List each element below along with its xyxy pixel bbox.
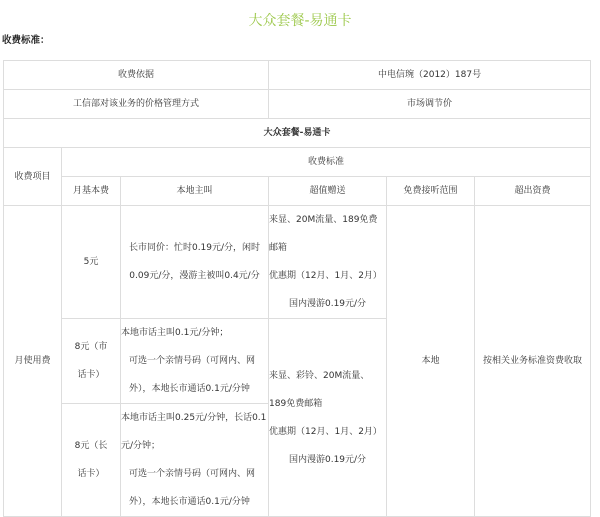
row-local: 长市同价：忙时0.19元/分，闲时 0.09元/分，漫游主被叫0.4元/分 bbox=[121, 206, 269, 319]
col-item: 收费项目 bbox=[4, 148, 62, 206]
free-range: 本地 bbox=[387, 206, 475, 517]
plan-header: 大众套餐-易通卡 bbox=[4, 119, 591, 148]
col-overage: 超出资费 bbox=[475, 177, 591, 206]
col-bonus: 超值赠送 bbox=[269, 177, 387, 206]
col-free-range: 免费接听范围 bbox=[387, 177, 475, 206]
col-local-call: 本地主叫 bbox=[121, 177, 269, 206]
bonus-2: 来显、彩铃、20M流量、189免费邮箱 优惠期（12月、1月、2月） 国内漫游0.19元/分 bbox=[269, 319, 387, 517]
row-fee: 5元 bbox=[62, 206, 121, 319]
bonus-1: 来显、20M流量、189免费邮箱 优惠期（12月、1月、2月） 国内漫游0.19元/分 bbox=[269, 206, 387, 319]
row-fee: 8元（市话卡） bbox=[62, 319, 121, 404]
basis-label: 收费依据 bbox=[4, 61, 269, 90]
mgmt-label: 工信部对该业务的价格管理方式 bbox=[4, 90, 269, 119]
basis-value: 中电信琬（2012）187号 bbox=[269, 61, 591, 90]
row-fee: 8元（长话卡） bbox=[62, 404, 121, 517]
overage: 按相关业务标准资费收取 bbox=[475, 206, 591, 517]
page-title: 大众套餐-易通卡 bbox=[248, 13, 352, 29]
col-standard: 收费标准 bbox=[62, 148, 591, 177]
mgmt-value: 市场调节价 bbox=[269, 90, 591, 119]
section-label: 收费标准： bbox=[2, 35, 50, 46]
col-monthly-fee: 月基本费 bbox=[62, 177, 121, 206]
item-name: 月使用费 bbox=[4, 206, 62, 517]
row-local: 本地市话主叫0.1元/分钟； 可选一个亲情号码（可网内、网外），本地长市通话0.1元/分钟 bbox=[121, 319, 269, 404]
fee-table bbox=[3, 60, 591, 517]
row-local: 本地市话主叫0.25元/分钟，长话0.1元/分钟； 可选一个亲情号码（可网内、网外），本地长市通话0.1元/分钟 bbox=[121, 404, 269, 517]
